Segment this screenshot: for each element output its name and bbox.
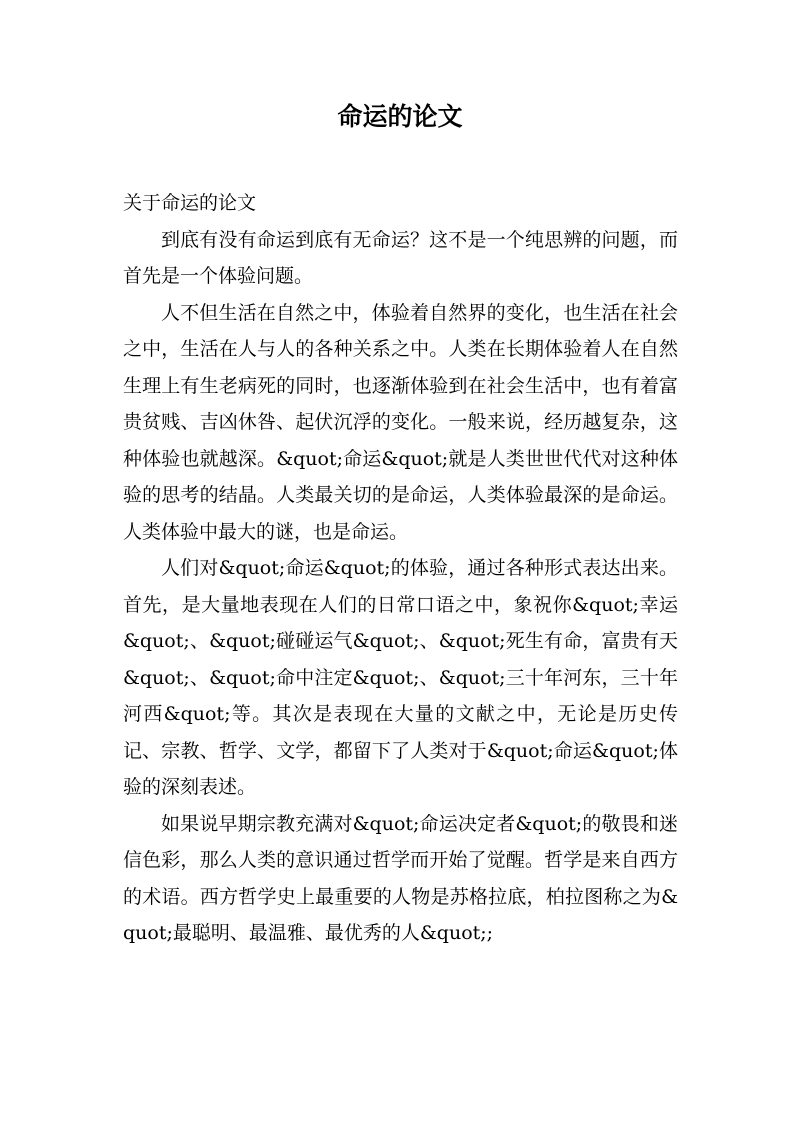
document-body [123,185,678,952]
paragraph-3: 人们对&quot;命运&quot;的体验，通过各种形式表达出来。首先，是大量地表现在人们的日常口语之中，象祝你&quot;幸运&quot;、&quot;碰碰运气&quot;、&quot;死生有命，富贵有天&quot;、&quot;命中注定&quot;、&quot;三十年河东，三十年河西&quot;等。其次是表现在大量的文献之中，无论是历史传记、宗教、哲学、文学，都留下了人类对于&quot;命运&quot;体验的深刻表述。 [123,557,678,798]
document-title: 命运的论文 [337,102,463,131]
paragraph-1: 到底有没有命运到底有无命运？这不是一个纯思辨的问题，而首先是一个体验问题。 [123,228,678,287]
document-subtitle: 关于命运的论文 [123,192,257,214]
paragraph-2: 人不但生活在自然之中，体验着自然界的变化，也生活在社会之中，生活在人与人的各种关系之中。人类在长期体验着人在自然生理上有生老病死的同时，也逐渐体验到在社会生活中，也有着富贵贫贱、吉凶休咎、起伏沉浮的变化。一般来说，经历越复杂，这种体验也就越深。&quot;命运&quot;就是人类世世代代对这种体验的思考的结晶。人类最关切的是命运，人类体验最深的是命运。人类体验中最大的谜，也是命运。 [123,301,678,543]
paragraph-4: 如果说早期宗教充满对&quot;命运决定者&quot;的敬畏和迷信色彩，那么人类的意识通过哲学而开始了觉醒。哲学是来自西方的术语。西方哲学史上最重要的人物是苏格拉底，柏拉图称之为&quot;最聪明、最温雅、最优秀的人&quot;; [123,812,678,944]
